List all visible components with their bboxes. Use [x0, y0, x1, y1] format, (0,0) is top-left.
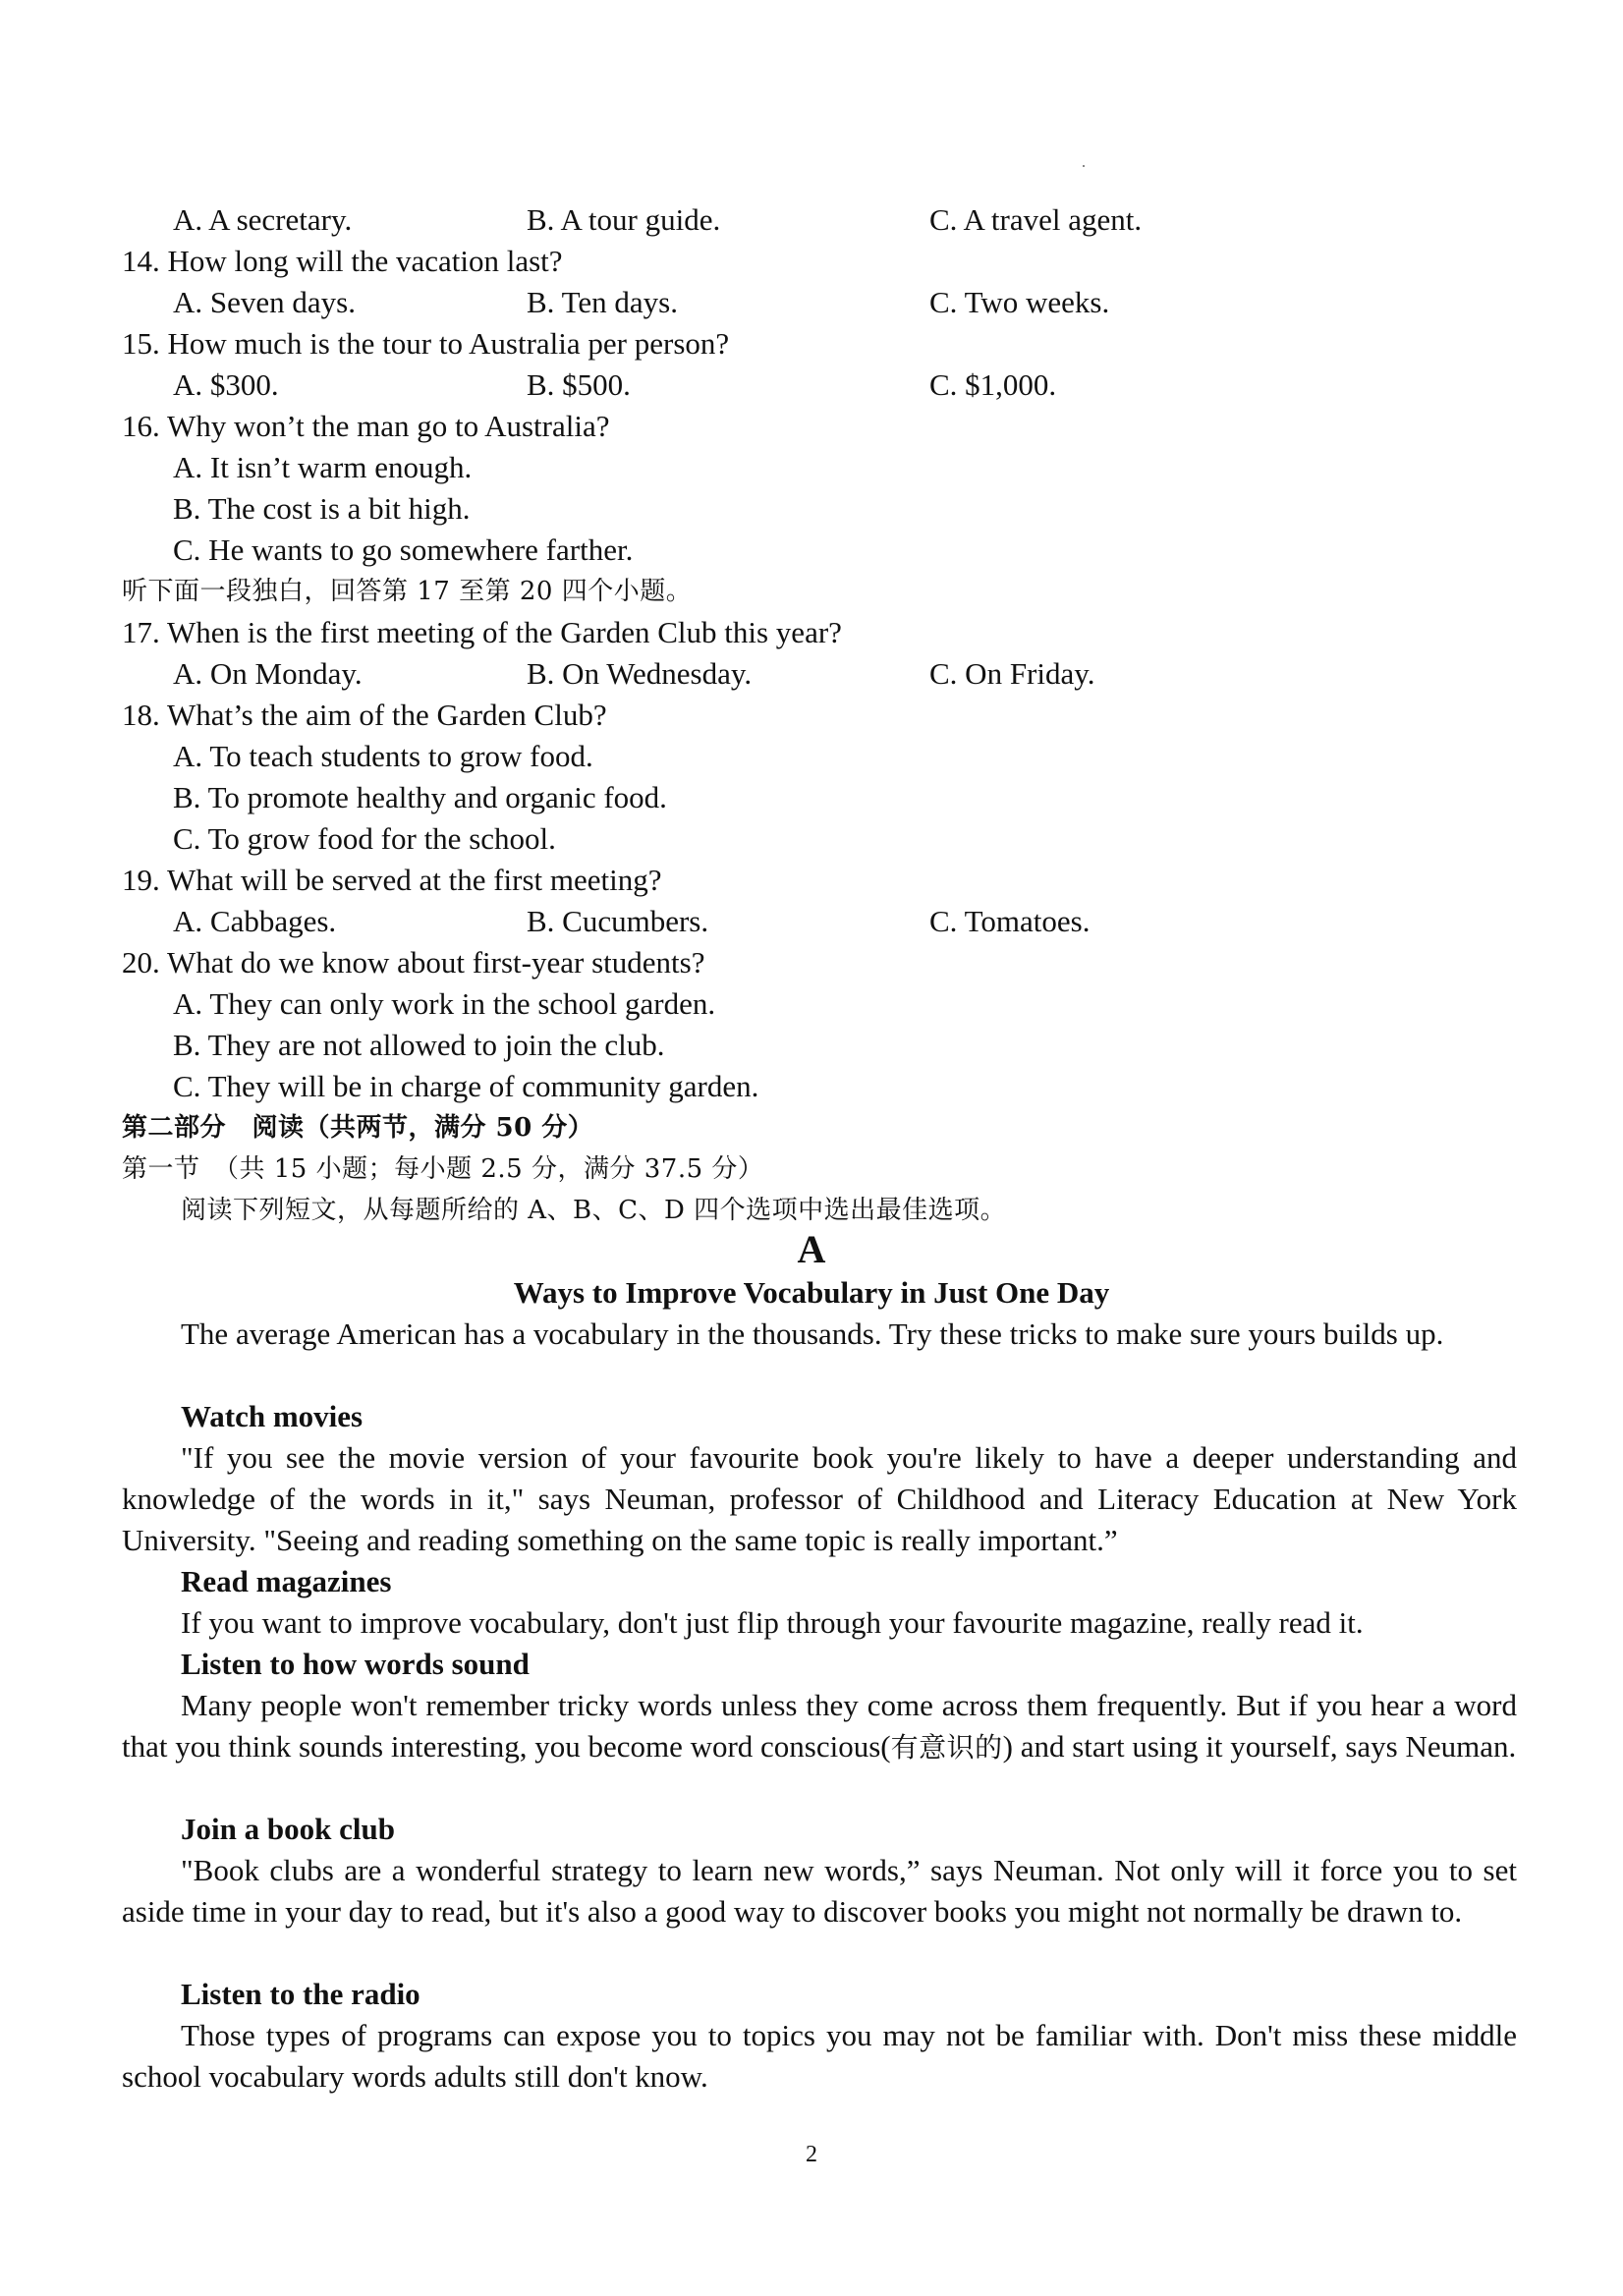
heading-radio: Listen to the radio: [181, 1977, 420, 2011]
q14-question: 14. How long will the vacation last?: [122, 244, 563, 278]
q18-option-c: C. To grow food for the school.: [173, 821, 556, 856]
q15-option-a: A. $300.: [173, 367, 279, 402]
q18-option-a: A. To teach students to grow food.: [173, 739, 593, 773]
q15-option-c: C. $1,000.: [929, 367, 1057, 402]
page-number: 2: [806, 2142, 817, 2167]
q17-option-c: C. On Friday.: [929, 656, 1095, 691]
passage-intro: The average American has a vocabulary in the thousands. Try these tricks to make sure yours builds up.: [181, 1316, 1444, 1351]
q19-option-c: C. Tomatoes.: [929, 904, 1091, 938]
q14-option-a: A. Seven days.: [173, 285, 356, 319]
q16-question: 16. Why won’t the man go to Australia?: [122, 409, 610, 443]
q17-option-b: B. On Wednesday.: [527, 656, 753, 691]
paragraph-radio: Those types of programs can expose you to topics you may not be familiar with. Don't miss these middle school vocabulary words adults still don't know.: [122, 2018, 1517, 2094]
part2-title: 第二部分 阅读（共两节，满分 50 分）: [122, 1113, 594, 1143]
q17-option-a: A. On Monday.: [173, 656, 363, 691]
paragraph-listen-words-part1: Many people won't remember tricky words unless they come across them frequently. But if you hear a word that you think sounds interesting, you become word conscious(: [122, 1688, 1517, 1764]
heading-listen-words: Listen to how words sound: [181, 1647, 530, 1681]
heading-book-club: Join a book club: [181, 1812, 395, 1846]
q17-question: 17. When is the first meeting of the Garden Club this year?: [122, 615, 842, 649]
paragraph-book-club: "Book clubs are a wonderful strategy to learn new words,” says Neuman. Not only will it force you to set aside time in your day to read, but it's also a good way to discover books you might not normally be drawn to.: [122, 1853, 1517, 1929]
q16-option-c: C. He wants to go somewhere farther.: [173, 532, 634, 567]
q14-option-c: C. Two weeks.: [929, 285, 1110, 319]
heading-watch-movies: Watch movies: [181, 1399, 364, 1433]
q15-question: 15. How much is the tour to Australia per person?: [122, 326, 730, 361]
paragraph-read-magazines: If you want to improve vocabulary, don't just flip through your favourite magazine, really read it.: [181, 1605, 1364, 1640]
q19-question: 19. What will be served at the first meeting?: [122, 863, 662, 897]
q20-question: 20. What do we know about first-year students?: [122, 945, 705, 980]
q16-option-b: B. The cost is a bit high.: [173, 491, 471, 526]
heading-read-magazines: Read magazines: [181, 1564, 392, 1598]
passage-title: Ways to Improve Vocabulary in Just One Day: [513, 1275, 1110, 1310]
q13-option-b: B. A tour guide.: [527, 202, 721, 237]
passage-letter: A: [797, 1227, 826, 1271]
q19-option-a: A. Cabbages.: [173, 904, 337, 938]
q13-option-a: A. A secretary.: [173, 202, 353, 237]
q13-option-c: C. A travel agent.: [929, 202, 1143, 237]
q19-option-b: B. Cucumbers.: [527, 904, 709, 938]
stray-mark: [1083, 165, 1085, 167]
paragraph-listen-words-part2: ) and start using it yourself, says Neuman.: [1002, 1729, 1517, 1764]
section1-heading: 第一节 （共 15 小题；每小题 2.5 分，满分 37.5 分）: [122, 1154, 764, 1184]
q20-option-c: C. They will be in charge of community garden.: [173, 1069, 759, 1103]
chinese-gloss: 有意识的: [890, 1731, 1003, 1764]
q16-option-a: A. It isn’t warm enough.: [173, 450, 473, 484]
q15-option-b: B. $500.: [527, 367, 631, 402]
paragraph-watch-movies: "If you see the movie version of your favourite book you're likely to have a deeper understanding and knowledge of the words in it," says Neuman, professor of Childhood and Literacy Education at New York University. "Seeing and reading something on the same topic is really important.”: [122, 1440, 1517, 1557]
q14-option-b: B. Ten days.: [527, 285, 678, 319]
q20-option-a: A. They can only work in the school garden.: [173, 986, 716, 1021]
paragraph-listen-words: [122, 1685, 1517, 1768]
q18-question: 18. What’s the aim of the Garden Club?: [122, 698, 607, 732]
listening-instruction: 听下面一段独白，回答第 17 至第 20 四个小题。: [122, 577, 693, 606]
q18-option-b: B. To promote healthy and organic food.: [173, 780, 667, 814]
q20-option-b: B. They are not allowed to join the club.: [173, 1028, 665, 1062]
reading-instruction: 阅读下列短文，从每题所给的 A、B、C、D 四个选项中选出最佳选项。: [181, 1196, 1007, 1225]
